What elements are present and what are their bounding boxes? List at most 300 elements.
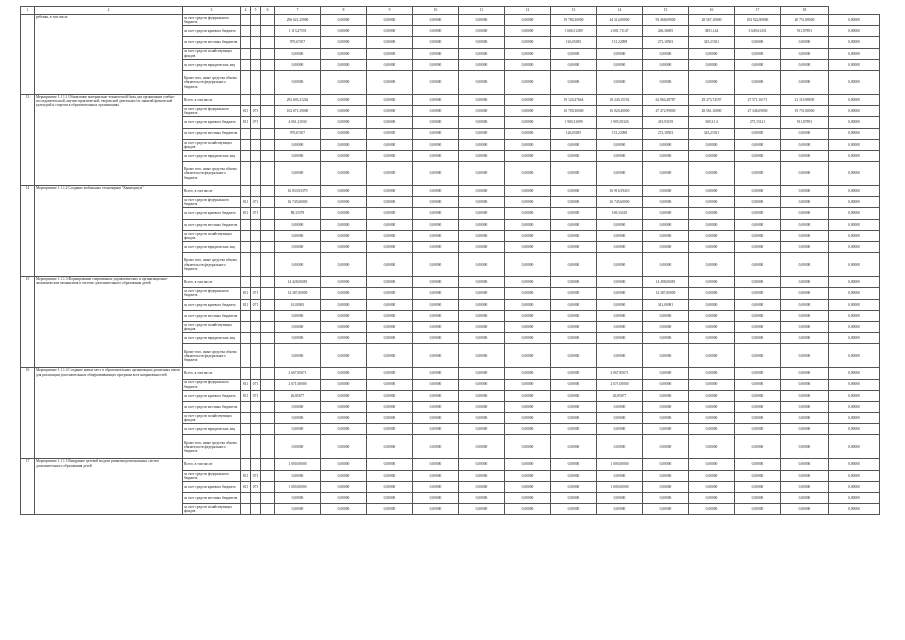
item-code <box>261 424 275 435</box>
amount-cell: 0,00000 <box>413 219 459 230</box>
amount-cell: 0,00000 <box>275 333 321 344</box>
amount-cell: 0,00000 <box>551 368 597 379</box>
amount-cell: 14 428,00081 <box>275 277 321 288</box>
item-code <box>261 288 275 299</box>
admin-code <box>241 162 251 186</box>
amount-cell: 0,00000 <box>551 379 597 390</box>
amount-cell: 0,00000 <box>413 208 459 219</box>
amount-cell: 0,00000 <box>829 186 880 197</box>
column-number-header: 16 <box>689 7 735 15</box>
item-code <box>261 139 275 150</box>
amount-cell: 0,00000 <box>459 321 505 332</box>
item-code <box>261 162 275 186</box>
amount-cell: 0,00000 <box>735 504 781 515</box>
admin-code: 811 <box>241 106 251 117</box>
amount-cell: 0,00000 <box>829 219 880 230</box>
amount-cell: 0,00000 <box>367 288 413 299</box>
amount-cell: 0,00000 <box>367 368 413 379</box>
amount-cell: 0,00000 <box>367 37 413 48</box>
amount-cell: 0,00000 <box>829 310 880 321</box>
amount-cell: 0,00000 <box>459 368 505 379</box>
amount-cell: 0,00000 <box>367 333 413 344</box>
amount-cell: 275,15121 <box>735 117 781 128</box>
amount-cell: 0,00000 <box>321 26 367 37</box>
amount-cell: 0,00000 <box>689 401 735 412</box>
amount-cell: 0,00000 <box>643 504 689 515</box>
amount-cell: 0,00000 <box>829 59 880 70</box>
amount-cell: 0,00000 <box>781 208 829 219</box>
amount-cell: 0,00000 <box>781 368 829 379</box>
admin-code <box>241 333 251 344</box>
amount-cell: 0,00000 <box>829 197 880 208</box>
amount-cell: 0,00000 <box>413 94 459 105</box>
section-code <box>251 70 261 94</box>
amount-cell: 0,00000 <box>643 413 689 424</box>
item-code <box>261 321 275 332</box>
amount-cell: 0,00000 <box>551 150 597 161</box>
admin-code <box>241 59 251 70</box>
amount-cell: 0,00000 <box>459 48 505 59</box>
admin-code: 811 <box>241 470 251 481</box>
amount-cell: 0,00000 <box>505 470 551 481</box>
amount-cell: 0,00000 <box>505 186 551 197</box>
amount-cell: 0,00000 <box>321 106 367 117</box>
funding-source: за счет средств хозяйствующих фондов <box>183 139 241 150</box>
amount-cell: 0,00000 <box>829 15 880 26</box>
item-code <box>261 128 275 139</box>
amount-cell: 0,00000 <box>505 401 551 412</box>
amount-cell: 0,00000 <box>735 333 781 344</box>
section-code <box>251 310 261 321</box>
amount-cell: 21 119,88839 <box>781 94 829 105</box>
funding-source: за счет средств краевого бюджета <box>183 208 241 219</box>
amount-cell: 0,00000 <box>505 481 551 492</box>
admin-code <box>241 310 251 321</box>
amount-cell: 0,00000 <box>689 48 735 59</box>
section-code <box>251 15 261 26</box>
amount-cell: 0,00000 <box>505 413 551 424</box>
section-code <box>251 150 261 161</box>
amount-cell: 0,00000 <box>829 208 880 219</box>
section-code <box>251 59 261 70</box>
amount-cell: 0,00000 <box>829 401 880 412</box>
amount-cell: 0,00000 <box>413 230 459 241</box>
admin-code <box>241 128 251 139</box>
funding-source: Всего, в том числе <box>183 277 241 288</box>
amount-cell: 0,00000 <box>829 504 880 515</box>
amount-cell: 0,00000 <box>413 481 459 492</box>
item-code <box>261 242 275 253</box>
section-code <box>251 504 261 515</box>
amount-cell: 0,00000 <box>551 390 597 401</box>
amount-cell: 0,00000 <box>505 94 551 105</box>
amount-cell: 0,00000 <box>413 424 459 435</box>
amount-cell: 0,00000 <box>505 493 551 504</box>
amount-cell: 0,00000 <box>597 48 643 59</box>
row-number <box>21 15 35 95</box>
funding-source: за счет средств местных бюджетов <box>183 310 241 321</box>
amount-cell: 0,00000 <box>413 117 459 128</box>
amount-cell: 0,00000 <box>505 59 551 70</box>
item-code <box>261 59 275 70</box>
column-number-header: 6 <box>261 7 275 15</box>
amount-cell: 0,00000 <box>275 219 321 230</box>
amount-cell: 0,00000 <box>551 470 597 481</box>
item-code <box>261 208 275 219</box>
admin-code <box>241 504 251 515</box>
amount-cell: 0,00000 <box>367 139 413 150</box>
funding-source: за счет средств федерального бюджета <box>183 470 241 481</box>
amount-cell: 0,00000 <box>689 197 735 208</box>
amount-cell: 0,00000 <box>459 299 505 310</box>
measure-title: ребенка, в том числе <box>35 15 183 95</box>
amount-cell: 14 498,00081 <box>643 277 689 288</box>
amount-cell: 0,00000 <box>551 413 597 424</box>
section-code <box>251 230 261 241</box>
amount-cell: 0,00000 <box>781 139 829 150</box>
amount-cell: 1 113,47591 <box>275 26 321 37</box>
amount-cell: 0,00000 <box>597 242 643 253</box>
amount-cell: 0,00000 <box>689 344 735 368</box>
admin-code <box>241 242 251 253</box>
amount-cell: 0,00000 <box>321 186 367 197</box>
table-row <box>21 459 880 470</box>
amount-cell: 0,00000 <box>643 150 689 161</box>
amount-cell: 0,00000 <box>689 230 735 241</box>
funding-source: за счет средств юридических лиц <box>183 333 241 344</box>
amount-cell: 0,00000 <box>643 162 689 186</box>
amount-cell: 0,00000 <box>689 379 735 390</box>
amount-cell: 3851,144 <box>689 26 735 37</box>
amount-cell: 0,00000 <box>781 379 829 390</box>
amount-cell: 0,00000 <box>829 37 880 48</box>
amount-cell: 0,00000 <box>551 186 597 197</box>
amount-cell: 0,00000 <box>321 48 367 59</box>
amount-cell: 0,00000 <box>735 379 781 390</box>
amount-cell: 0,00000 <box>597 162 643 186</box>
amount-cell: 0,00000 <box>597 401 643 412</box>
amount-cell: 0,00000 <box>551 288 597 299</box>
amount-cell: 16 916,59410 <box>597 186 643 197</box>
funding-source: за счет средств юридических лиц <box>183 59 241 70</box>
amount-cell: 0,00000 <box>505 70 551 94</box>
column-number-header: 18 <box>781 7 829 15</box>
amount-cell: 0,00000 <box>367 379 413 390</box>
amount-cell: 0,00000 <box>275 493 321 504</box>
amount-cell: 0,00000 <box>275 230 321 241</box>
funding-source: за счет средств краевого бюджета <box>183 26 241 37</box>
amount-cell: 0,00000 <box>367 219 413 230</box>
funding-source: Всего, в том числе <box>183 94 241 105</box>
amount-cell: 0,00000 <box>643 368 689 379</box>
amount-cell: 0,00000 <box>459 70 505 94</box>
amount-cell: 0,00000 <box>781 470 829 481</box>
amount-cell: 0,00000 <box>413 253 459 277</box>
amount-cell: 0,00000 <box>367 197 413 208</box>
section-code <box>251 493 261 504</box>
amount-cell: 0,00000 <box>413 106 459 117</box>
amount-cell: 0,00000 <box>413 139 459 150</box>
amount-cell: 0,00000 <box>781 401 829 412</box>
amount-cell: 0,00000 <box>643 401 689 412</box>
amount-cell: 0,00000 <box>505 344 551 368</box>
amount-cell: 0,00000 <box>413 70 459 94</box>
measure-title: Мероприятие 1.1.1.4 Создание новых мест в образовательных организациях различных типов для реализации дополнительных общеразвивающих программ всех направленностей <box>35 368 183 459</box>
amount-cell: 0,00000 <box>643 197 689 208</box>
amount-cell: 0,00000 <box>781 344 829 368</box>
amount-cell: 0,00000 <box>781 333 829 344</box>
amount-cell: 0,00000 <box>689 504 735 515</box>
amount-cell: 0,00000 <box>413 459 459 470</box>
amount-cell: 1 000,00000 <box>597 459 643 470</box>
amount-cell: 0,00000 <box>597 435 643 459</box>
amount-cell: 0,00000 <box>781 150 829 161</box>
amount-cell: 0,00000 <box>597 413 643 424</box>
amount-cell: 0,00000 <box>735 481 781 492</box>
amount-cell: 0,00000 <box>597 310 643 321</box>
amount-cell: 0,00000 <box>735 368 781 379</box>
amount-cell: 0,00000 <box>597 333 643 344</box>
item-code <box>261 493 275 504</box>
section-code: 071 <box>251 208 261 219</box>
item-code <box>261 413 275 424</box>
amount-cell: 272,18503 <box>643 37 689 48</box>
column-number-header: 4 <box>241 7 251 15</box>
amount-cell: 0,00000 <box>505 379 551 390</box>
amount-cell: 0,00000 <box>781 162 829 186</box>
amount-cell: 0,00000 <box>321 310 367 321</box>
admin-code: 811 <box>241 117 251 128</box>
amount-cell: 0,00000 <box>781 230 829 241</box>
amount-cell: 0,00000 <box>735 288 781 299</box>
amount-cell: 0,00000 <box>505 15 551 26</box>
amount-cell: 0,00000 <box>413 186 459 197</box>
amount-cell: 0,00000 <box>505 48 551 59</box>
amount-cell: 0,00000 <box>829 242 880 253</box>
amount-cell: 0,00000 <box>413 379 459 390</box>
amount-cell: 0,00000 <box>551 253 597 277</box>
item-code <box>261 150 275 161</box>
amount-cell: 0,00000 <box>459 481 505 492</box>
item-code <box>261 379 275 390</box>
measure-title: Мероприятие 1.1.1.1 Обновление материально-технической базы для организации учебно-исследовательской, научно-практической, творческой деятельности, занятий физической культурой и спортом в образовательных организациях <box>35 94 183 185</box>
amount-cell: 0,00000 <box>829 139 880 150</box>
amount-cell: 0,00000 <box>459 59 505 70</box>
amount-cell: 0,00000 <box>689 277 735 288</box>
amount-cell: 0,00000 <box>413 321 459 332</box>
amount-cell: 102 671,39000 <box>275 106 321 117</box>
amount-cell: 0,00000 <box>735 435 781 459</box>
amount-cell: 0,00000 <box>643 493 689 504</box>
amount-cell: 0,00000 <box>689 162 735 186</box>
amount-cell: 2 667,85671 <box>275 368 321 379</box>
amount-cell: 0,00000 <box>321 481 367 492</box>
amount-cell: 0,00000 <box>459 277 505 288</box>
amount-cell: 19 120,47664 <box>551 94 597 105</box>
amount-cell: 0,00000 <box>367 117 413 128</box>
amount-cell: 341,00081 <box>643 299 689 310</box>
section-code: 071 <box>251 117 261 128</box>
amount-cell: 0,00000 <box>321 162 367 186</box>
section-code <box>251 162 261 186</box>
amount-cell: 0,00000 <box>689 208 735 219</box>
admin-code <box>241 424 251 435</box>
amount-cell: 0,00000 <box>781 128 829 139</box>
amount-cell: 0,00000 <box>459 344 505 368</box>
amount-cell: 0,00000 <box>505 390 551 401</box>
amount-cell: 0,00000 <box>413 344 459 368</box>
funding-source: за счет средств юридических лиц <box>183 424 241 435</box>
amount-cell: 0,00000 <box>275 321 321 332</box>
row-number: 15 <box>21 277 35 368</box>
funding-source: за счет средств хозяйствующих фондов <box>183 413 241 424</box>
measure-title: Мероприятие 1.1.1.2 Создание мобильных технопарков "Кванториум" <box>35 186 183 277</box>
amount-cell: 0,00000 <box>413 242 459 253</box>
amount-cell: 0,00000 <box>735 150 781 161</box>
amount-cell: 0,00000 <box>643 70 689 94</box>
amount-cell: 0,00000 <box>735 197 781 208</box>
amount-cell: 0,00000 <box>459 150 505 161</box>
amount-cell: 0,00000 <box>781 59 829 70</box>
amount-cell: 0,00000 <box>735 310 781 321</box>
amount-cell: 0,00000 <box>459 253 505 277</box>
amount-cell: 18 240,15192 <box>597 94 643 105</box>
amount-cell: 0,00000 <box>321 470 367 481</box>
amount-cell: 62 864,48787 <box>643 94 689 105</box>
amount-cell: 0,00000 <box>781 48 829 59</box>
column-number-header: 13 <box>551 7 597 15</box>
amount-cell: 29 273,74197 <box>689 94 735 105</box>
amount-cell: 0,00000 <box>275 344 321 368</box>
amount-cell: 0,00000 <box>597 493 643 504</box>
amount-cell: 0,00000 <box>275 435 321 459</box>
funding-source: за счет средств местных бюджетов <box>183 401 241 412</box>
amount-cell: 0,00000 <box>321 253 367 277</box>
amount-cell: 0,00000 <box>829 288 880 299</box>
amount-cell: 0,00000 <box>459 219 505 230</box>
amount-cell: 0,00000 <box>459 333 505 344</box>
amount-cell: 292 922,80000 <box>735 15 781 26</box>
column-number-header: 10 <box>413 7 459 15</box>
amount-cell: 0,00000 <box>505 128 551 139</box>
amount-cell: 0,00000 <box>459 242 505 253</box>
amount-cell: 0,00000 <box>459 94 505 105</box>
amount-cell: 0,00000 <box>597 277 643 288</box>
admin-code: 811 <box>241 390 251 401</box>
amount-cell: 0,00000 <box>505 333 551 344</box>
amount-cell: 0,00000 <box>321 401 367 412</box>
amount-cell: 0,00000 <box>367 208 413 219</box>
amount-cell: 0,00000 <box>459 128 505 139</box>
amount-cell: 1 000,00000 <box>275 459 321 470</box>
item-code <box>261 310 275 321</box>
item-code <box>261 481 275 492</box>
amount-cell: 93 468,69000 <box>643 15 689 26</box>
admin-code <box>241 321 251 332</box>
amount-cell: 0,00000 <box>597 424 643 435</box>
amount-cell: 0,00000 <box>643 481 689 492</box>
amount-cell: 0,00000 <box>643 230 689 241</box>
amount-cell: 0,00000 <box>689 368 735 379</box>
amount-cell: 0,00000 <box>275 401 321 412</box>
amount-cell: 0,00000 <box>413 48 459 59</box>
section-code <box>251 401 261 412</box>
amount-cell: 0,00000 <box>829 117 880 128</box>
amount-cell: 0,00000 <box>275 162 321 186</box>
section-code <box>251 424 261 435</box>
funding-source: за счет средств краевого бюджета <box>183 117 241 128</box>
amount-cell: 0,00000 <box>367 299 413 310</box>
amount-cell: 0,00000 <box>643 48 689 59</box>
amount-cell: 0,00000 <box>735 219 781 230</box>
amount-cell: 0,00000 <box>321 333 367 344</box>
amount-cell: 0,00000 <box>735 242 781 253</box>
amount-cell: 0,00000 <box>689 186 735 197</box>
amount-cell: 0,00000 <box>505 139 551 150</box>
amount-cell: 0,00000 <box>321 150 367 161</box>
amount-cell: 0,00000 <box>829 26 880 37</box>
amount-cell: 0,00000 <box>459 37 505 48</box>
amount-cell: 0,00000 <box>459 390 505 401</box>
amount-cell: 970,67457 <box>275 128 321 139</box>
amount-cell: 0,00000 <box>413 413 459 424</box>
amount-cell: 0,00000 <box>459 197 505 208</box>
amount-cell: 0,00000 <box>735 413 781 424</box>
funding-source: Всего, в том числе <box>183 368 241 379</box>
amount-cell: 0,00000 <box>551 344 597 368</box>
item-code <box>261 277 275 288</box>
admin-code <box>241 37 251 48</box>
amount-cell: 0,00000 <box>367 310 413 321</box>
amount-cell: 0,00000 <box>551 504 597 515</box>
section-code: 071 <box>251 379 261 390</box>
amount-cell: 0,00000 <box>505 253 551 277</box>
amount-cell: 0,00000 <box>367 242 413 253</box>
amount-cell: 0,00000 <box>505 26 551 37</box>
amount-cell: 0,00000 <box>275 413 321 424</box>
amount-cell: 0,00000 <box>781 242 829 253</box>
amount-cell: 0,00000 <box>505 299 551 310</box>
item-code <box>261 26 275 37</box>
amount-cell: 0,00000 <box>321 197 367 208</box>
amount-cell: 0,00000 <box>689 70 735 94</box>
funding-source: за счет средств федерального бюджета <box>183 106 241 117</box>
funding-source: за счет средств местных бюджетов <box>183 493 241 504</box>
amount-cell: 0,00000 <box>689 219 735 230</box>
amount-cell: 0,00000 <box>413 277 459 288</box>
section-code <box>251 94 261 105</box>
amount-cell: 0,00000 <box>735 493 781 504</box>
amount-cell: 0,00000 <box>643 390 689 401</box>
amount-cell: 0,00000 <box>459 310 505 321</box>
amount-cell: 0,00000 <box>459 459 505 470</box>
amount-cell: 2 671,00000 <box>275 379 321 390</box>
amount-cell: 0,00000 <box>643 219 689 230</box>
amount-cell: 0,00000 <box>551 277 597 288</box>
table-row <box>21 15 880 26</box>
amount-cell: 0,00000 <box>321 139 367 150</box>
amount-cell: 0,00000 <box>321 435 367 459</box>
column-number-header: 17 <box>735 7 781 15</box>
amount-cell: 0,00000 <box>413 310 459 321</box>
section-code <box>251 253 261 277</box>
item-code <box>261 459 275 470</box>
admin-code <box>241 401 251 412</box>
amount-cell: 0,00000 <box>829 162 880 186</box>
amount-cell: 0,00000 <box>829 150 880 161</box>
funding-source: за счет средств краевого бюджета <box>183 299 241 310</box>
amount-cell: 0,00000 <box>459 424 505 435</box>
